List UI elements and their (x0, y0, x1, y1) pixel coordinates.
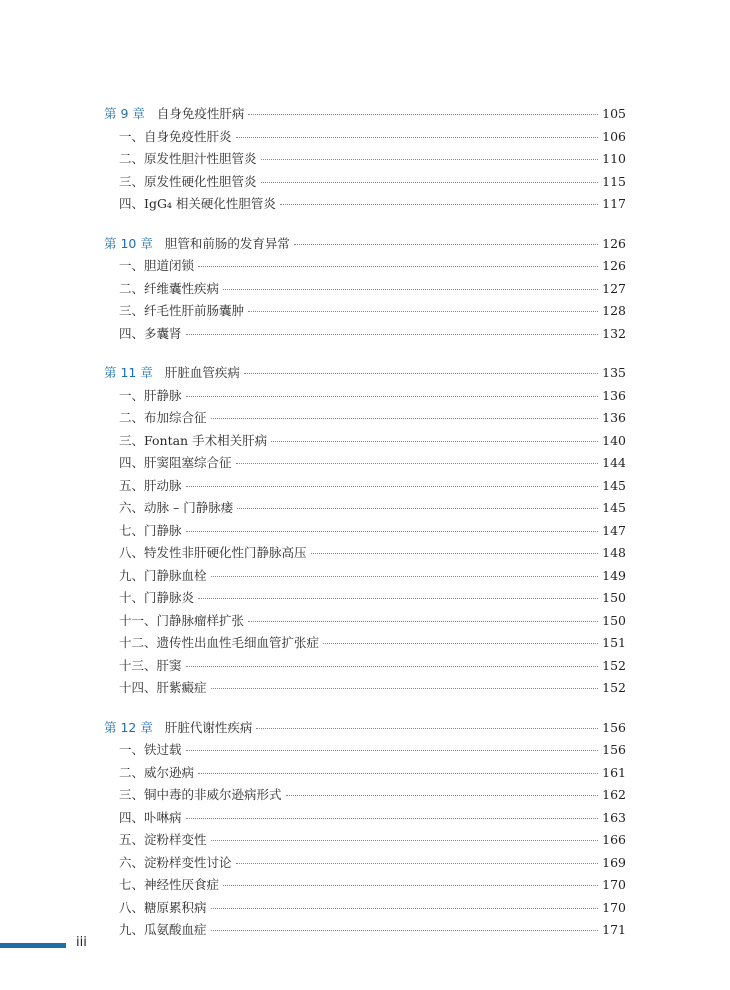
dot-leader (186, 334, 599, 335)
page-number: iii (76, 935, 87, 950)
dot-leader (211, 576, 599, 577)
toc-section-title: 二、纤维囊性疾病 (119, 280, 220, 296)
toc-chapter-title-wrap (104, 103, 244, 126)
dot-leader (286, 795, 599, 796)
toc-section-entry[interactable] (104, 520, 626, 543)
toc-section-entry[interactable] (104, 829, 626, 852)
dot-leader (198, 773, 598, 774)
toc-section-entry[interactable] (104, 430, 626, 453)
toc-page-number: 136 (602, 387, 626, 403)
toc-page-number: 161 (602, 764, 626, 780)
toc-section-title: 九、门静脉血栓 (119, 567, 207, 583)
toc-section-title: 四、IgG₄ 相关硬化性胆管炎 (119, 196, 276, 211)
toc-chapter-title: 自身免疫性肝病 (156, 106, 245, 121)
toc-section-title: 五、肝动脉 (119, 477, 182, 493)
toc-page-number: 145 (602, 477, 626, 493)
toc-section-title: 十、门静脉炎 (119, 590, 195, 605)
toc-page-number: 151 (602, 635, 626, 650)
toc-page-number: 166 (602, 832, 626, 847)
dot-leader (280, 204, 598, 205)
toc-page-number: 150 (602, 612, 626, 628)
toc-section-title: 八、特发性非肝硬化性门静脉高压 (119, 545, 307, 560)
dot-leader (261, 159, 599, 160)
toc-section-entry[interactable] (104, 193, 626, 216)
dot-leader (256, 728, 598, 729)
toc-section-title: 二、威尔逊病 (119, 764, 195, 780)
dot-leader (186, 531, 599, 532)
toc-section-entry[interactable] (104, 632, 626, 655)
toc-page-number: 126 (602, 258, 626, 273)
toc-section-title: 三、铜中毒的非威尔逊病形式 (119, 787, 282, 802)
toc-section-title: 三、原发性硬化性胆管炎 (119, 173, 257, 189)
dot-leader (244, 373, 598, 374)
toc-page-number: 163 (602, 809, 626, 825)
toc-page-number: 150 (602, 590, 626, 605)
dot-leader (211, 688, 599, 689)
toc-page-number: 115 (602, 173, 626, 189)
toc-chapter-title: 肝脏代谢性疾病 (164, 719, 253, 735)
toc-page-number: 171 (602, 922, 626, 937)
dot-leader (198, 598, 598, 599)
toc-page-number: 127 (602, 280, 626, 296)
toc-chapter-title: 肝脏血管疾病 (164, 365, 240, 380)
toc-chapter-label: 第 11 章 (104, 365, 153, 380)
toc-page-number: 145 (602, 500, 626, 515)
toc-section-title: 五、淀粉样变性 (119, 832, 207, 847)
toc-page-number: 140 (602, 432, 626, 448)
toc-section-title: 二、布加综合征 (119, 410, 207, 425)
toc-section-entry[interactable] (104, 300, 626, 323)
toc-section-entry[interactable] (104, 171, 626, 194)
toc-section-entry[interactable] (104, 655, 626, 678)
toc-section-title: 三、纤毛性肝前肠囊肿 (119, 303, 245, 318)
dot-leader (186, 396, 599, 397)
toc-page-number: 135 (602, 365, 626, 380)
toc-section-title: 九、瓜氨酸血症 (119, 922, 207, 937)
toc-chapter-heading[interactable] (104, 233, 626, 256)
dot-leader (294, 244, 598, 245)
toc-section-entry[interactable] (104, 148, 626, 171)
dot-leader (311, 553, 599, 554)
toc-section-title: 四、卟啉病 (119, 809, 182, 825)
toc-page-number: 170 (602, 877, 626, 892)
footer-accent-bar (0, 943, 66, 948)
toc-section-entry[interactable] (104, 385, 626, 408)
toc-chapter (104, 103, 626, 216)
toc-section-title: 六、淀粉样变性讨论 (119, 854, 232, 870)
toc-page-number: 128 (602, 303, 626, 318)
toc-page-number: 169 (602, 854, 626, 870)
dot-leader (211, 930, 599, 931)
toc-page-number: 132 (602, 325, 626, 341)
dot-leader (236, 863, 599, 864)
toc-page-number: 152 (602, 680, 626, 695)
toc-section-title: 七、门静脉 (119, 522, 182, 538)
toc-page-number: 156 (602, 719, 626, 735)
toc-section-entry[interactable] (104, 565, 626, 588)
toc-section-entry[interactable] (104, 323, 626, 346)
dot-leader (223, 885, 598, 886)
toc-section-title: 四、肝窦阻塞综合征 (119, 455, 232, 470)
dot-leader (236, 463, 599, 464)
toc-chapter-label: 第 10 章 (104, 235, 153, 251)
toc-chapter (104, 362, 626, 700)
dot-leader (248, 311, 598, 312)
toc-section-title: 一、自身免疫性肝炎 (119, 128, 232, 144)
toc-section-entry[interactable] (104, 677, 626, 700)
toc-section-entry[interactable] (104, 897, 626, 920)
toc-page-number: 148 (602, 545, 626, 560)
toc-page-number: 162 (602, 787, 626, 802)
toc-section-title: 一、铁过载 (119, 742, 182, 757)
dot-leader (211, 418, 599, 419)
table-of-contents (104, 103, 626, 959)
toc-chapter-title-wrap (104, 362, 240, 385)
toc-section-entry[interactable] (104, 126, 626, 149)
toc-chapter-title: 胆管和前肠的发育异常 (164, 235, 290, 251)
dot-leader (261, 182, 599, 183)
toc-page-number: 105 (602, 106, 626, 121)
toc-page-number: 156 (602, 742, 626, 757)
dot-leader (186, 666, 599, 667)
toc-section-entry[interactable] (104, 852, 626, 875)
toc-section-entry[interactable] (104, 610, 626, 633)
toc-chapter-title-wrap (104, 717, 252, 740)
toc-chapter (104, 233, 626, 346)
toc-page-number: 152 (602, 657, 626, 673)
dot-leader (186, 818, 599, 819)
toc-section-entry[interactable] (104, 919, 626, 942)
toc-section-title: 六、动脉 – 门静脉瘘 (119, 500, 234, 515)
toc-page-number: 106 (602, 128, 626, 144)
dot-leader (271, 441, 598, 442)
toc-chapter-title-wrap (104, 233, 290, 256)
toc-section-entry[interactable] (104, 587, 626, 610)
dot-leader (248, 114, 598, 115)
toc-page-number: 110 (602, 151, 626, 166)
toc-page-number: 126 (602, 235, 626, 251)
toc-section-title: 十二、遗传性出血性毛细血管扩张症 (119, 635, 320, 650)
toc-section-entry[interactable] (104, 784, 626, 807)
toc-page-number: 170 (602, 899, 626, 915)
toc-section-entry[interactable] (104, 278, 626, 301)
toc-page-number: 147 (602, 522, 626, 538)
toc-chapter-heading[interactable] (104, 717, 626, 740)
dot-leader (323, 643, 598, 644)
dot-leader (211, 840, 599, 841)
dot-leader (237, 508, 598, 509)
toc-section-title: 七、神经性厌食症 (119, 877, 220, 892)
toc-section-entry[interactable] (104, 407, 626, 430)
toc-chapter-heading[interactable] (104, 103, 626, 126)
toc-section-entry[interactable] (104, 762, 626, 785)
toc-section-entry[interactable] (104, 542, 626, 565)
toc-section-title: 一、肝静脉 (119, 387, 182, 403)
toc-page-number: 136 (602, 410, 626, 425)
toc-section-entry[interactable] (104, 739, 626, 762)
toc-section-title: 十三、肝窦 (119, 657, 182, 673)
toc-chapter-heading[interactable] (104, 362, 626, 385)
toc-chapter-label: 第 9 章 (104, 106, 145, 121)
dot-leader (186, 486, 599, 487)
toc-section-entry[interactable] (104, 874, 626, 897)
toc-chapter (104, 717, 626, 942)
toc-page-number: 117 (602, 196, 626, 211)
dot-leader (223, 289, 598, 290)
toc-section-title: 三、Fontan 手术相关肝病 (119, 432, 268, 448)
dot-leader (198, 266, 598, 267)
toc-section-entry[interactable] (104, 255, 626, 278)
toc-chapter-label: 第 12 章 (104, 719, 153, 735)
toc-section-title: 十四、肝紫癜症 (119, 680, 207, 695)
toc-section-title: 二、原发性胆汁性胆管炎 (119, 151, 257, 166)
toc-section-entry[interactable] (104, 475, 626, 498)
toc-section-entry[interactable] (104, 497, 626, 520)
dot-leader (248, 621, 598, 622)
toc-page-number: 149 (602, 567, 626, 583)
dot-leader (236, 137, 599, 138)
dot-leader (211, 908, 599, 909)
toc-section-title: 一、胆道闭锁 (119, 258, 195, 273)
toc-section-entry[interactable] (104, 807, 626, 830)
toc-page-number: 144 (602, 455, 626, 470)
toc-section-entry[interactable] (104, 452, 626, 475)
toc-section-title: 四、多囊肾 (119, 325, 182, 341)
toc-section-title: 十一、门静脉瘤样扩张 (119, 612, 245, 628)
toc-section-title: 八、糖原累积病 (119, 899, 207, 915)
dot-leader (186, 750, 599, 751)
